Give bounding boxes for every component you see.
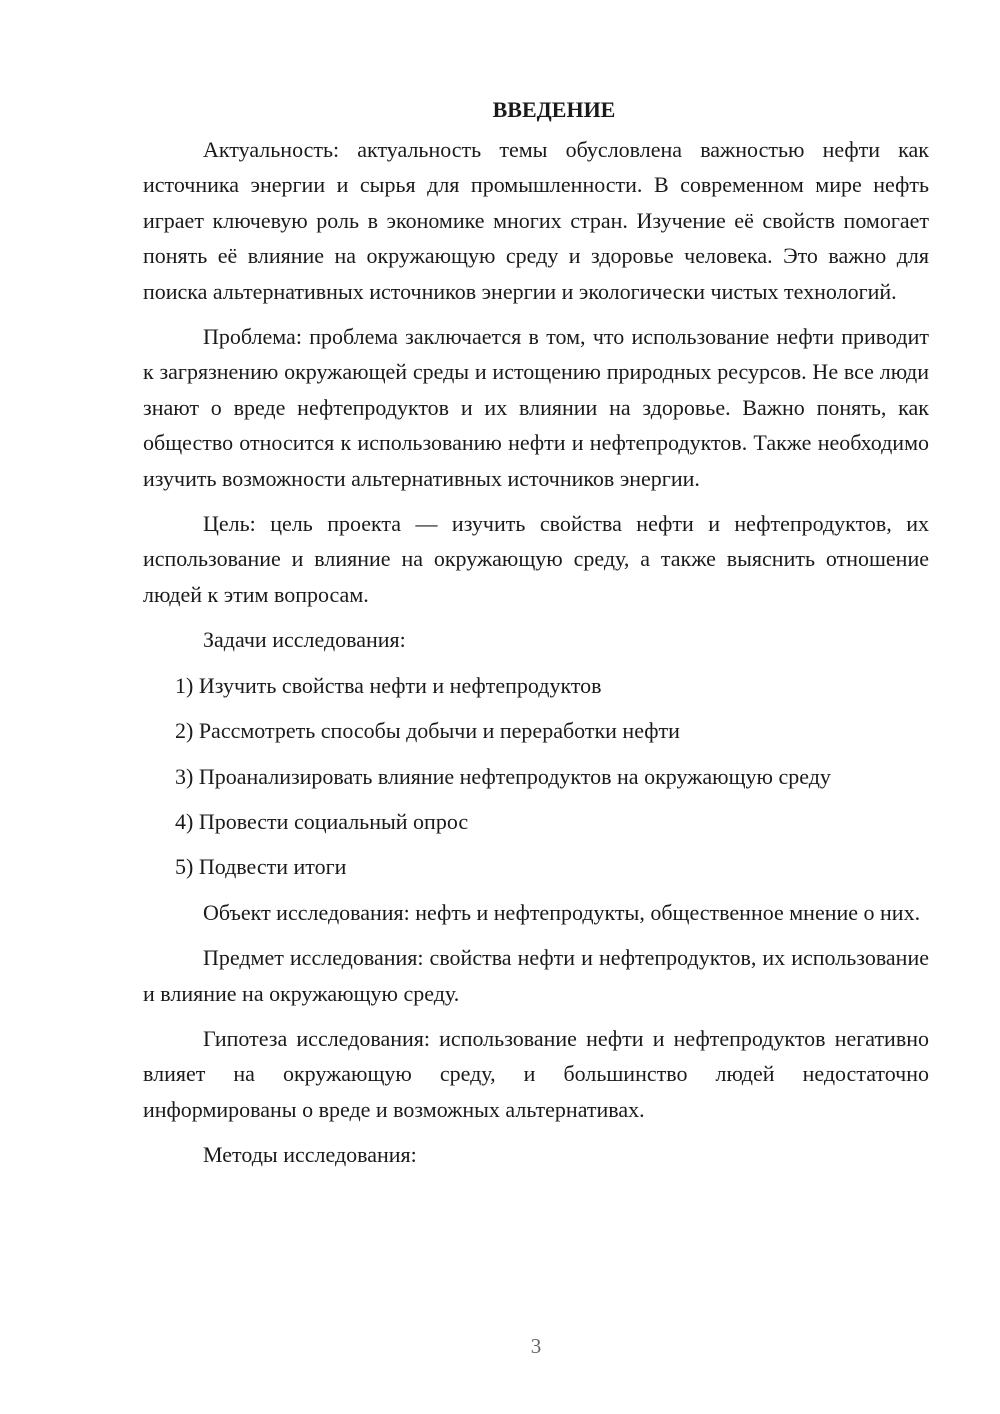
list-item: 4) Провести социальный опрос bbox=[175, 808, 469, 834]
tasks-list bbox=[143, 668, 929, 885]
problem-paragraph: Проблема: проблема заключается в том, что использование нефти приводит к загрязнению окружающей среды и истощению природных ресурсов. Не все люди знают о вреде нефтепродуктов и их влиянии на здоровье. Важно понять, как общество относится к использованию нефти и нефтепродуктов. Также необходимо изучить возможности альтернативных источников энергии. bbox=[143, 324, 929, 491]
list-item: 1) Изучить свойства нефти и нефтепродуктов bbox=[175, 672, 602, 698]
subject-paragraph: Предмет исследования: свойства нефти и нефтепродуктов, их использование и влияние на окружающую среду. bbox=[143, 945, 929, 1006]
list-item: 5) Подвести итоги bbox=[175, 854, 347, 880]
list-item: 3) Проанализировать влияние нефтепродуктов на окружающую среду bbox=[175, 763, 831, 789]
object-paragraph: Объект исследования: нефть и нефтепродукты, общественное мнение о них. bbox=[203, 899, 921, 925]
list-item: 2) Рассмотреть способы добычи и переработки нефти bbox=[175, 718, 680, 744]
methods-paragraph: Методы исследования: bbox=[203, 1142, 417, 1168]
relevance-paragraph: Актуальность: актуальность темы обусловлена важностью нефти как источника энергии и сырья для промышленности. В современном мире нефть играет ключевую роль в экономике многих стран. Изучение её свойств помогает понять её влияние на окружающую среду и здоровье человека. Это важно для поиска альтернативных источников энергии и экологически чистых технологий. bbox=[143, 137, 929, 304]
hypothesis-paragraph: Гипотеза исследования: использование нефти и нефтепродуктов негативно влияет на окружающую среду, и большинство людей недостаточно информированы о вреде и возможных альтернативах. bbox=[143, 1025, 929, 1122]
document-body bbox=[143, 92, 929, 1183]
section-heading: ВВЕДЕНИЕ bbox=[492, 97, 616, 122]
goal-paragraph: Цель: цель проекта — изучить свойства нефти и нефтепродуктов, их использование и влияние на окружающую среду, а также выяснить отношение людей к этим вопросам. bbox=[143, 511, 929, 607]
page-number: 3 bbox=[530, 1334, 542, 1358]
tasks-title: Задачи исследования: bbox=[203, 627, 406, 653]
